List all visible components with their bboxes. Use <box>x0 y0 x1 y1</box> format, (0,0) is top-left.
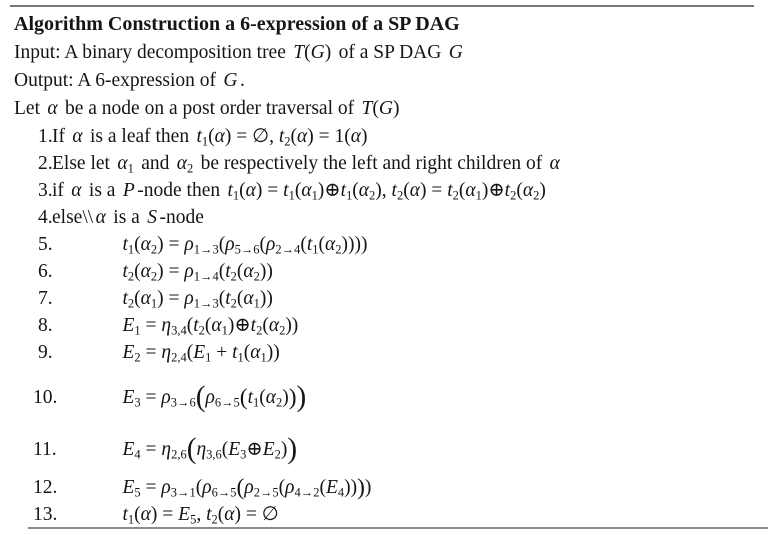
bottom-rule <box>28 527 768 529</box>
math-expression: $\alpha_1$ <box>117 153 134 176</box>
step-body <box>120 474 762 501</box>
step-body <box>120 501 762 528</box>
step-number: 5. <box>38 234 53 255</box>
math-expression: G <box>448 42 463 63</box>
step-number: 6. <box>38 261 53 282</box>
math-expression: $t_1(\alpha) = E_5$, $t_2(\alpha)$ = ∅ <box>122 504 279 527</box>
math-expression: $t_1(\alpha)$ = ∅, $t_2(\alpha) = 1(\alpha)$ <box>196 126 368 149</box>
math-expression: α <box>72 126 83 147</box>
math-expression: $E_4$ = $\eta_{2,6}(\eta_{3,6}(E_3\oplus E_2))$ <box>122 432 298 465</box>
math-expression: α <box>47 98 58 119</box>
step-body: else\\ α is a S -node <box>52 207 204 228</box>
algorithm-step-4 <box>14 204 762 231</box>
step-number: 11. <box>33 439 57 460</box>
step-body <box>120 231 762 258</box>
step-number: 9. <box>38 342 53 363</box>
step-number: 10. <box>33 387 58 408</box>
let-line: Let α be a node on a post order traversal of T(G) <box>14 95 762 123</box>
step-body <box>120 339 762 366</box>
step-body <box>120 258 762 285</box>
math-expression: $E_5 = \rho_{3\to 1}(\rho_{6\to 5}(\rho_{2\to 5}(\rho_{4\to 2}(E_4))))$ <box>122 474 372 501</box>
math-expression: $\alpha_2$ <box>176 153 194 176</box>
math-expression: $t_1(\alpha_2) = \rho_{1\to 3}(\rho_{5\to 6}(\rho_{2\to 4}(t_1(\alpha_2))))$ <box>122 234 368 257</box>
algorithm-step-13 <box>14 501 762 528</box>
algorithm-step-10 <box>14 378 762 418</box>
step-number: 1. <box>38 126 53 147</box>
math-expression: $E_3 = \rho_{3\to 6}(\rho_{6\to 5}(t_1(\alpha_2)))$ <box>122 380 307 413</box>
algorithm-title: Algorithm Construction a 6-expression of a SP DAG <box>14 13 460 35</box>
step-body <box>120 378 762 418</box>
math-expression: α <box>71 180 82 201</box>
algorithm-step-8 <box>14 312 762 339</box>
step-number: 13. <box>33 504 58 525</box>
step-number: 8. <box>38 315 53 336</box>
math-expression: $t_2(\alpha_2) = \rho_{1\to 4}(t_2(\alpha_2))$ <box>122 261 273 284</box>
algorithm-step-2 <box>14 150 762 177</box>
math-expression: T(G) <box>293 42 332 63</box>
math-expression: T(G) <box>361 98 400 119</box>
math-expression: α <box>549 153 560 174</box>
math-expression: S <box>147 207 157 228</box>
step-body: if α is a P -node then $t_1(\alpha)$ = $t_1(\alpha_1)\oplus t_1(\alpha_2)$, $t_2(\alpha)$ = $t_2(\alpha_1)\oplus t_2(\alpha_2)$ <box>52 177 762 204</box>
step-body <box>120 285 762 312</box>
algorithm-step-1 <box>14 123 762 150</box>
step-number: 7. <box>38 288 53 309</box>
algorithm-step-12 <box>14 474 762 501</box>
math-expression: $t_1(\alpha)$ = $t_1(\alpha_1)\oplus t_1(\alpha_2)$, $t_2(\alpha)$ = $t_2(\alpha_1)\oplus t_2(\alpha_2)$ <box>227 180 546 203</box>
algorithm-step-11 <box>14 430 762 470</box>
top-rule <box>10 5 754 7</box>
algorithm-step-5 <box>14 231 762 258</box>
math-expression: $E_2 = \eta_{2,4}(E_1 + t_1(\alpha_1))$ <box>122 342 280 365</box>
steps-list <box>14 123 762 528</box>
step-body: If α is a leaf then $t_1(\alpha)$ = ∅, $t_2(\alpha) = 1(\alpha)$ <box>52 123 762 150</box>
algorithm-step-3 <box>14 177 762 204</box>
math-expression: α <box>95 207 106 228</box>
algorithm-content <box>14 9 762 528</box>
step-number: 12. <box>33 477 58 498</box>
step-number: 3. <box>38 180 53 201</box>
algorithm-step-6 <box>14 258 762 285</box>
algorithm-step-9 <box>14 339 762 366</box>
step-number: 4. <box>38 207 53 228</box>
math-expression: P <box>122 180 135 201</box>
math-expression: $t_2(\alpha_1) = \rho_{1\to 3}(t_2(\alpha_1))$ <box>122 288 273 311</box>
input-line: Input: A binary decomposition tree T(G) of a SP DAG G <box>14 39 762 67</box>
step-body: Else let $\alpha_1$ and $\alpha_2$ be respectively the left and right children of α <box>52 150 762 177</box>
step-number: 2. <box>38 153 53 174</box>
output-line: Output: A 6-expression of G . <box>14 70 245 91</box>
algorithm-step-7 <box>14 285 762 312</box>
math-expression: G <box>223 70 238 91</box>
step-body <box>120 312 762 339</box>
step-body <box>120 430 762 470</box>
math-expression: $E_1$ = $\eta_{3,4}(t_2(\alpha_1)\oplus t_2(\alpha_2))$ <box>122 315 299 338</box>
